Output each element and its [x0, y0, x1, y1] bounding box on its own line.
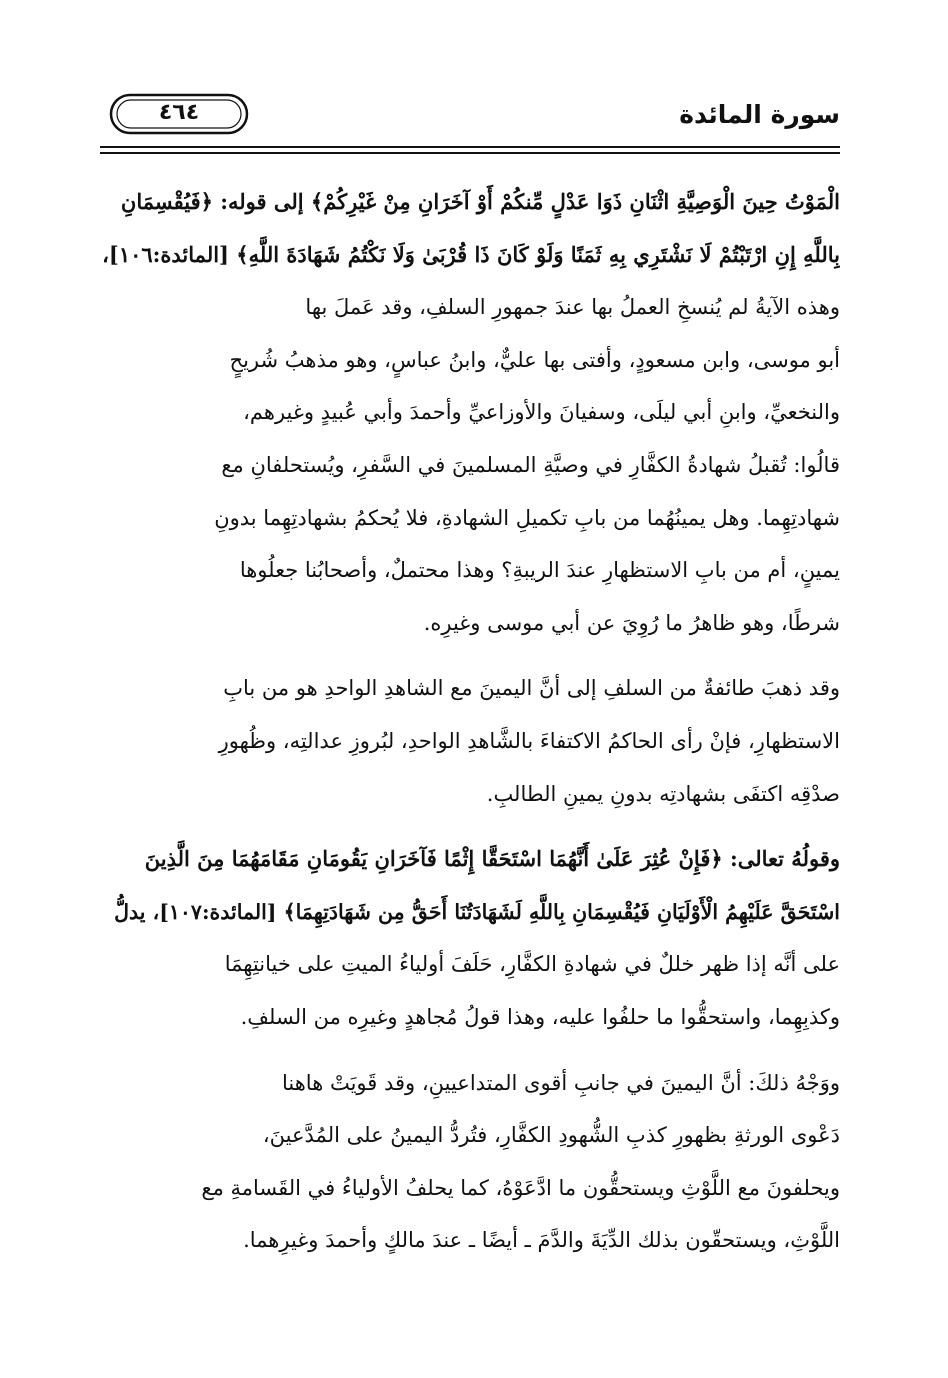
header-rule-bottom — [100, 152, 840, 154]
text-line: وقد ذهبَ طائفةٌ من السلفِ إلى أنَّ اليمينَ مع الشاهدِ الواحدِ هو من بابِ — [223, 676, 840, 701]
text-line: أبو موسى، وابن مسعودٍ، وأفتى بها عليٌّ، وابنُ عباسٍ، وهو مذهبُ شُريحٍ — [229, 347, 840, 372]
text-line: دَعْوى الورثةِ بظهورِ كذبِ الشُّهودِ الكفَّارِ، فتُردُّ اليمينُ على المُدَّعينَ، — [262, 1123, 840, 1148]
text-line: على أنَّه إذا ظهر خللٌ في شهادةِ الكفَّارِ، حَلَفَ أولياءُ الميتِ على خيانتِهِمَا — [224, 952, 840, 977]
text-line: قالُوا: تُقبلُ شهادةُ الكفَّارِ في وصيَّةِ المسلمينَ في السَّفرِ، ويُستحلفانِ مع — [221, 452, 840, 477]
text-line: الْمَوْتُ حِينَ الْوَصِيَّةِ اثْنَانِ ذَوَا عَدْلٍ مِّنكُمْ أَوْ آخَرَانِ مِنْ غَيْرِكُمْ﴾ إلى قوله: ﴿فَيُقْسِمَانِ — [120, 189, 840, 214]
text-line: بِاللَّهِ إِنِ ارْتَبْتُمْ لَا نَشْتَرِي بِهِ ثَمَنًا وَلَوْ كَانَ ذَا قُرْبَىٰ وَلَا نَكْتُمُ شَهَادَةَ اللَّهِ﴾ [المائدة:١٠٦]، — [102, 241, 840, 267]
text-line: شهادتِهِما. وهل يمينُهُما من بابِ تكميلِ الشهادةِ، فلا يُحكمُ بشهادتِهِما بدونِ — [214, 505, 840, 530]
text-line: اسْتَحَقَّ عَلَيْهِمُ الْأَوْلَيَانِ فَيُقْسِمَانِ بِاللَّهِ لَشَهَادَتُنَا أَحَقُّ مِن شَهَادَتِهِمَا﴾ [المائدة:١٠٧]، يدلُّ — [114, 899, 840, 924]
page-header — [100, 92, 840, 144]
body-text — [100, 176, 840, 1267]
text-line: وقولُهُ تعالى: ﴿فَإِنْ عُثِرَ عَلَىٰ أَنَّهُمَا اسْتَحَقَّا إِثْمًا فَآخَرَانِ يَقُومَانِ مَقَامَهُمَا مِنَ الَّذِينَ — [144, 846, 840, 872]
text-line: شرطًا، وهو ظاهرُ ما رُوِيَ عن أبي موسى وغيرِه. — [423, 610, 840, 635]
page-number: ٤٦٤ — [158, 100, 200, 125]
text-line: يمينٍ، أم من بابِ الاستظهارِ عندَ الريبةِ؟ وهذا محتملٌ، وأصحابُنا جعلُوها — [239, 558, 840, 583]
text-line: اللَّوْثِ، ويستحقّون بذلك الدِّيَةَ والدَّمَ ـ أيضًا ـ عندَ مالكٍ وأحمدَ وغيرِهما. — [243, 1228, 840, 1253]
text-line: ويحلفونَ مع اللَّوْثِ ويستحقُّون ما ادَّعَوْهُ، كما يحلفُ الأولياءُ في القَسامةِ مع — [201, 1175, 840, 1200]
text-line: والنخعيِّ، وابنِ أبي ليلَى، وسفيانَ والأوزاعيِّ وأحمدَ وأبي عُبيدٍ وغيرهم، — [243, 400, 840, 425]
surah-title: سورة المائدة — [679, 100, 840, 129]
text-line: ووَجْهُ ذلكَ: أنَّ اليمينَ في جانبِ أقوى المتداعيينِ، وقد قَويَتْ هاهنا — [281, 1070, 840, 1095]
text-line: وكذبِهِما، واستحقُّوا ما حلفُوا عليه، وهذا قولُ مُجاهدٍ وغيرِه من السلفِ. — [240, 1004, 840, 1029]
text-line: صدْقِه اكتفَى بشهادتِه بدونِ يمينِ الطالبِ. — [486, 781, 840, 806]
text-line: الاستظهارِ، فإنْ رأى الحاكمُ الاكتفاءَ بالشَّاهدِ الواحدِ، لبُروزِ عدالتِه، وظُهورِ — [218, 728, 840, 753]
page-number-badge — [108, 92, 250, 136]
text-line: وهذه الآيةُ لم يُنسخِ العملُ بها عندَ جمهورِ السلفِ، وقد عَملَ بها — [305, 295, 840, 320]
header-rule-top — [100, 146, 840, 148]
